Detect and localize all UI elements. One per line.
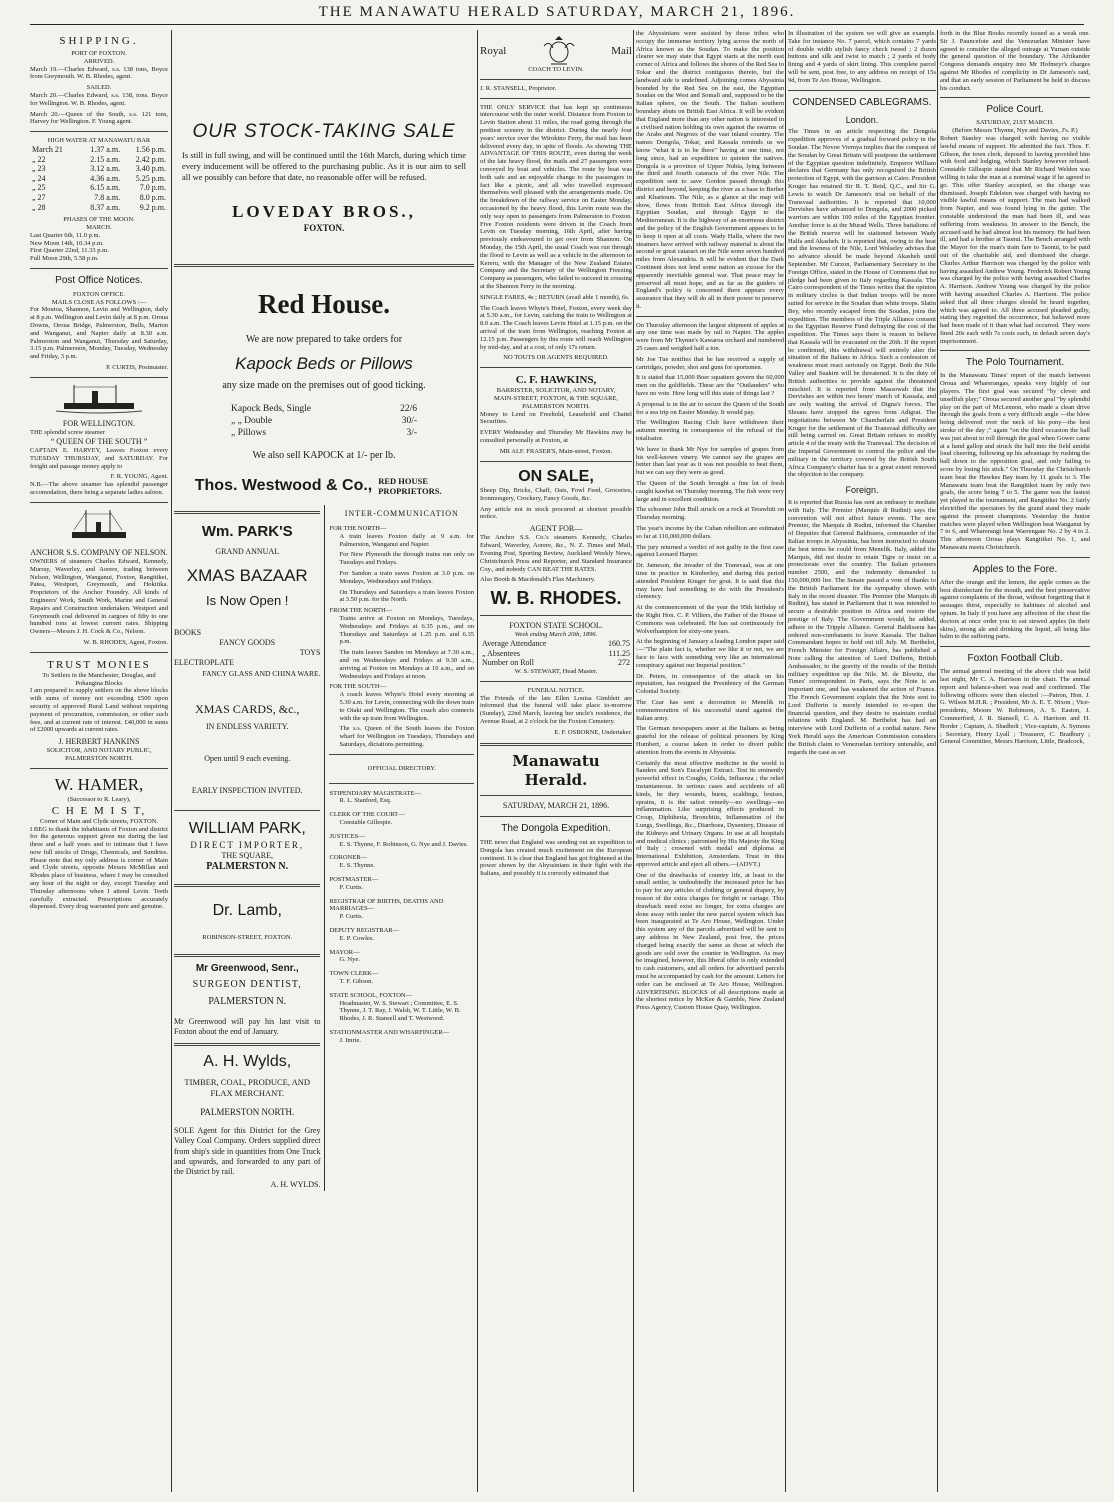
divider [940,646,1090,647]
column-6 [940,30,1090,1492]
divider [480,98,632,99]
park-open: Is Now Open ! [206,593,289,608]
high-water-row-cell: „ 24 [32,173,46,183]
hankins-place: PALMERSTON NORTH. [65,755,133,763]
hawkins-consult: EVERY Wednesday and Thursday Mr Hawkins may be consulted personally at Foxton, at [480,429,632,444]
moon-phase: Full Moon 29th, 5.58 p.m. [30,255,99,263]
hankins-role: SOLICITOR, AND NOTARY PUBLIC, [46,747,152,755]
moon-list [30,232,168,263]
divider [174,810,320,811]
hamer-name: W. HAMER, [54,775,144,795]
police-court-bench: (Before Messrs Thynne, Nye and Davies, J's. P.) [952,127,1078,135]
park-evening: Open until 9 each evening. [204,753,291,763]
steamer-note: N.B.—The above steamer has splendid passenger accomodation, there being a separate ladies saloon. [30,481,168,496]
divider [480,367,632,368]
high-water-row [30,174,168,184]
divider [940,350,1090,351]
news-note: At the commencement of the year the 95th birthday of the Right Hon. C. P. Villiers, the Father of the House of Commons was celebrated. He has sat continuously for Wolverhampton for sixty-one years. [636,604,784,635]
directory-office: DEPUTY REGISTRAR— [329,926,400,934]
divider [30,268,168,269]
high-water-title: HIGH WATER AT MANAWATU BAR [47,137,151,145]
north-schedule: For Sandon a train eaves Foxton at 3.0 p.m. on Mondays, Wednesdays and Fridays. [339,570,474,585]
price-row [229,415,419,427]
wylds-trade: TIMBER, COAL, PRODUCE, AND FLAX MERCHANT. [184,1076,311,1098]
divider [30,377,168,378]
high-water-row-cell: 1.37 a.m. [90,145,121,155]
william-park-place: PALMERSTON N. [206,861,289,873]
stock-taking-text: Is still in full swing, and will be continued until the 16th March, during which time every inducement will be offered to the purchasing public. As it is our aim to sell all we possibly can before that date, no reasonable offer will be refused. [182,150,466,183]
red-house-title: Red House. [257,289,390,320]
moon-title: PHASES OF THE MOON. [63,216,135,224]
herald-date: SATURDAY, MARCH 21, 1896. [502,801,610,811]
directory-holder: P. Curtis. [339,883,364,891]
loveday-place: FOXTON. [303,222,345,233]
cablegrams-continued: forth in the Blue Books recently issued as a weak one. Sir J. Pauncefote and the Venezuelan Minister have agreed to consider the alleged outrage at Yuruan outside the general question of the boundary. The Afrikander Congress demands enquiry into Mr Hofmeyr's charges against Mr Rhodes of complicity in Dr Jameson's raid, and that an early session of Parliament be held to discuss his conduct. [940,30,1090,92]
news-note: A proposal is in the air to secure the Queen of the South for a sea trip on Easter Monday. It would pay. [636,400,784,416]
directory-holder: E. S. Thynne. [339,862,375,870]
apples-text: After the orange and the lemon, the apple comes as the best disinfectant for the mouth, and the best preservative against complaints of the throat, without forgetting that it assuages thirst, especially to habitues of alcohol and opium. In Italy if you have any affection of the chest the doctors at once order you to eat stewed apples (in their skins), strong ale and drinking the liquid, all being like balm to the suffering parts. [940,578,1090,641]
high-water-row [30,145,168,155]
steamer-agent: F. R. YOUNG, Agent. [110,473,168,481]
divider [174,264,474,267]
dongola-title: The Dongola Expedition. [501,823,611,835]
high-water-row-cell: „ 27 [32,193,46,203]
coach-title: COACH TO LEVIN. [528,66,584,73]
police-court-date: SATURDAY, 21ST MARCH. [976,119,1054,127]
flax-machinery: Also Booth & Macdonald's Flax Machinery. [480,576,596,584]
arrived-entry: March 19.—Charles Edward, s.s. 138 tons, Boyce from Greymouth. W. B. Rhodes, agent. [30,65,168,81]
high-water-row-cell: 7.0 p.m. [139,183,166,193]
directory-office: TOWN CLERK— [329,970,379,978]
coach-fares: SINGLE FARES, 4s ; RETURN (avail able 1 month), 6s. [480,293,630,301]
divider [480,79,632,80]
school-row-cell: 272 [618,658,630,668]
directory-holder: Constable Gillespie. [339,818,393,826]
divider [940,97,1090,98]
westwood-signature [174,476,474,496]
news-note: Dr. Peters, in consequence of the attack on his reputation, has resigned the Presidency of the German Colonial Society. [636,672,784,696]
park-glass: FANCY GLASS AND CHINA WARE. [202,668,321,678]
price-row-cell: 30/- [401,416,417,427]
price-row-cell: 3/- [406,428,417,439]
divider [940,557,1090,558]
arrived-label: ARRIVED. [83,57,115,65]
divider [30,768,168,769]
divider [636,316,784,317]
westwood-sub: RED HOUSE PROPRIETORS. [378,476,442,496]
park-electroplate: ELECTROPLATE [174,658,234,668]
william-park-name: WILLIAM PARK, [188,820,306,838]
column-2 [174,30,474,1492]
sailed-entry: March 20.—Charles Edward, s.s. 138, tons. Boyce for Wellington. W. B. Rhodes, agent. [30,92,168,107]
agent-for-label: AGENT FOR— [529,524,583,534]
directory-office: REGISTRAR OF BIRTHS, DEATHS AND MARRIAGES— [329,897,444,913]
polo-title: The Polo Tournament. [965,357,1065,369]
steamer-icon [54,383,144,415]
official-directory [329,790,474,1045]
steamer-name: “ QUEEN OF THE SOUTH ” [50,436,148,446]
school-row-cell: „ Absentees [482,648,520,658]
directory-holder: P. Curtis. [339,913,364,921]
directory-office: POSTMASTER— [329,875,379,883]
westwood-name: Thos. Westwood & Co., [194,477,373,495]
apples-title: Apples to the Fore. [972,563,1058,575]
divider [480,681,632,682]
post-office-name: FOXTON OFFICE. [73,290,125,298]
anchor-company-title: ANCHOR S.S. COMPANY OF NELSON. [30,547,168,557]
high-water-row [30,193,168,203]
divider [480,795,632,796]
column-divider [171,30,172,1492]
news-note: At the beginning of January a leading London paper said :—"The plain fact is, whether we like it or not, we are face to face with something very like an international conspiracy against our Imperial position." [636,638,784,669]
dr-lamb-name: Dr. Lamb, [212,902,282,920]
shipping-title: SHIPPING. [59,35,139,47]
news-note: The Czar has sent a decoration to Menelik in commemoration of his successful stand against the Italian army. [636,698,784,722]
royal-label: Royal [480,44,507,57]
directory-holder: E. S. Thynne, F. Robinson, G. Nye and J. Davies. [339,840,468,848]
news-note: The schooner John Bull struck on a rock at Terawhiti on Thursday morning. [636,506,784,522]
foreign-heading: Foreign. [845,485,879,496]
school-row [480,649,632,659]
divider [174,1043,320,1046]
dr-lamb-address: ROBINSON-STREET, FOXTON. [202,933,293,941]
park-bazaar: XMAS BAZAAR [186,566,308,586]
for-south-label: FOR THE SOUTH— [329,683,387,691]
from-north-label: FROM THE NORTH— [329,607,393,615]
high-water-row-cell: 4.36 a.m. [90,173,121,183]
column-1 [30,30,168,1492]
high-water-row-cell: „ 25 [32,183,46,193]
park-toys: TOYS [299,648,321,658]
price-row-cell: „ „ Double [231,416,273,427]
divider [329,783,474,784]
park-grand: GRAND ANNUAL [215,547,280,557]
on-sale-items: Sheep Dip, Bricks, Chaff, Oats, Fowl Feed, Groceries, Ironmongery, Crockery, Fancy Goods, &c. [480,487,632,502]
column-divider [785,30,786,1492]
hankins-name: J. HERBERT HANKINS [58,737,140,747]
high-water-row-cell: 7.8 a.m. [94,193,121,203]
park-inspection: EARLY INSPECTION INVITED. [191,785,303,795]
kapock-per-lb: We also sell KAPOCK at 1/- per lb. [252,449,396,461]
high-water-row-cell: 1.56 p.m. [135,145,166,155]
hawkins-money: Money to Lend on Freehold, Leasehold and Chattel Securities. [480,410,632,426]
herald-nameplate: Manawatu Herald. [512,751,600,789]
wylds-name: A. H. Wylds, [203,1053,292,1071]
high-water-row-cell: March 21 [32,145,63,155]
directory-office: CLERK OF THE COURT— [329,811,405,819]
high-water-row [30,155,168,165]
post-office-title: Post Office Notices. [55,274,143,286]
school-row [480,658,632,668]
directory-holder: T. F. Gibson. [339,977,373,985]
funeral-text: The Friends of the late Ellen Louisa Gimblett are informed that the funeral will take place to-morrow (Sunday), 22nd March, leaving her uncle's residence, the Avenue Road, at 2 o'clock for the Foxton Cemetery. [480,694,632,726]
news-note: On Thursday afternoon the largest shipment of apples at any one time was made by rail to Napier. The apples were from Mr Thynne's Kawaroa orchard and numbered 25 cases and weighed half a ton. [636,321,784,353]
wylds-signature: A. H. WYLDS. [270,1180,321,1190]
trust-monies-title: TRUST MONIES [47,658,151,671]
news-note: The jury returned a verdict of not guilty in the first case against Leonard Harper. [636,543,784,559]
north-schedule: A train leaves Foxton daily at 9 a.m. for Palmerston, Wanganui and Napier. [339,532,474,548]
masthead-rule [30,24,1084,25]
sailed-label: SAILED. [86,84,112,92]
north-schedule: For New Plymouth the through trains run only on Tuesdays and Fridays. [339,551,474,567]
divider [480,615,632,616]
trust-monies-text: I am prepared to supply settlers on the above blocks with sums of money not exceeding £500 upon security of approved Rural Land without requiring payment of procuration, commission, or other such fees, and at current rate of interest. £40,000 in sums of £2000 upwards at current rates. [30,687,168,734]
anchor-agent: W. B. RHODES, Agent, Foxton. [83,639,168,646]
stansell-proprietor: J. R. STANSELL, Proprietor. [480,84,557,92]
kapock-title: Kapock Beds or Pillows [235,353,413,373]
column-3 [480,30,632,1492]
news-note: Mr Joe Tue notifies that he has received a supply of cartridges, powder, shot and guns for sportsmen. [636,355,784,371]
rhodes-name: W. B. RHODES. [490,588,622,609]
masthead: THE MANAWATU HERALD SATURDAY, MARCH 21, 1896. [318,4,796,20]
hamer-successor: (Successor to R. Leary), [67,795,131,803]
school-row-cell: 160.75 [608,639,630,649]
directory-holder: Headmaster, W. S. Stewart ; Committee, E. S. Thynne, J. T. Ray, J. Walsh, W. T. Little, W. B. Rhodes, J. R. Stansell and T. Westwood. [339,999,461,1023]
football-text: The annual general meeting of the above club was held last night, Mr C. A. Harrison in the chair. The annual report and balance-sheet was read and confirmed. The following officers were then elected :—Patron, Hon. J. G. Wilson M.H.R. ; President, Mr A. E. T. Nixon ; Vice-presidents, Messrs W. Robinson, A. S. Easton, J. Commerford, J. R. Stansell, C. A. Harrison and H. Border ; Captain, A. Shadbolt ; Vice-captain, A. Symons ; Secretary, Henry Lyall ; Treasurer, C. Bradbury ; General Committee, Messrs Harrison, Little, Bradcock, [940,668,1090,746]
for-wellington-title: FOR WELLINGTON. [62,418,136,428]
news-note: Certainly the most effective medicine in the world is Sanders and Son's Eucalypti Extract. Test its eminently powerful effect in Coughs, Colds, Influenza ; the relief instantaneous. In serious cases and accidents of all kinds, be they wounds, burns, scaldings, bruises, sprains, it is the safest remedy—no swellings—no inflammation. Like surprising effects produced in Croup, Diphtheria, Bronchitis, Inflammation of the Lungs, Swellings, &c., Diarrhoea, Dysentery, Disease of the Kidneys and Urinary Organs. In use at all hospitals and medical clinics ; patronised by His Majesty the King of Italy ; crowned with medal and diploma at International Exhibition, Amsterdam. Trust in this approved article and eject all others.—(ADVT.) [636,759,784,868]
high-water-row [30,183,168,193]
south-schedule: A coach leaves Whyte's Hotel every morning at 5.30 a.m. for Levin, connecting with the down train to Otaki and Wellington. The coach also connects with the up train from Wellington. [339,691,474,722]
directory-office: JUSTICES— [329,832,365,840]
directory-holder: R. L. Stanford, Esq. [339,797,392,805]
directory-holder: J. Imrie. [339,1036,361,1044]
north-schedule: On Thursdays and Saturdays a train leaves Foxton at 3.50 p.m. for the North. [339,588,474,604]
police-court-title: Police Court. [986,104,1044,116]
column-divider [937,30,938,1492]
london-news: The Times in an article respecting the Dongola expedition approves of a gradual forward policy in the Soudan. The Novoe Vremya implies that the conquest of the Soudan by Great Britain will postpone the settlement of the Egyptian question indefinitely. Emperor William declares that Germany has only recognised the British protection of Egypt, with the garrison at Cairo. President Kruger has retained Sir R. T. Reid, Q.C., and Sir G. Lewis to watch Dr Jameson's trial on behalf of the Transvaal authorities. It is reported that 10,000 Dervishes have advanced to Dongola, and 2000 picked warriors are within 100 miles of the Egyptian frontier. Another force is at the Murad Wells. Three battalions of the British reserve will be stationed between Wady Halfa and Akasheh. It is reported that, owing to the heat and the lowness of the Nile, Lord Wolseley advises that no advance should be made beyond Akasheh until September. Mr Curzon, Parliamentary Secretary to the Foreign Office, stated in the House of Commons that no pledge had been given to Italy regarding Kassala. The Cairo correspondent of the Times writes that the opinion in military circles is that Indian troops will be more suited for service in the Soudan than white troops. Slatin Bey, who recently escaped from the Soudan, joins the expedition. The members of the Triple Alliance consent to the Egyptian Reserve Fund defraying the cost of the expedition. The Times says there is reason to believe that Kassala will be evacuated on the 20th. If the report be confirmed, this withdrawal will entirely alter the situation of the Italians in Africa. Such a confession of weakness must react seriously on Egypt. Both the Nile Valley and Suakim will be threatened. It is the duty of British authorities to provide against the threatened mischief. It is reported from Massowah that the Dervishes are within two hours' march of Kassala, and are only waiting the arrival of Digna's forces. The Shoans have stopped the egress from Adigrat. The negotiations between Mr Chamberlain and President Kruger for the settlement of the Transvaal difficulty are still being carried on. Great Britain refuses to modify article 4 of the treaty with the Transvaal. The decision of the Imperial Government to control the police and the military in the territory covered by the British South Africa Company's charter has to a great extent removed the objection to the company. [788,128,936,479]
divider [30,652,168,653]
mail-label: Mail [611,44,632,57]
anchor-company-text: OWNERS of steamers Charles Edward, Kennedy, Murray, Waverley, and Aorere, trading between Nelson, Wellington, Wanganui, Foxton, Rangitikei, Patea, Westport, Greymouth, and Hokitika. Proprietors of the Anchor Foundry. All kinds of Engineers' Work, Smith Work, Marine and General Repairs and Construction undertaken. Westport and Greymouth coal delivered in cargoes of fifty to one hundred tons at lowest current rates. Shipping Owners—Messrs J. H. Cock & Co., Nelson. [30,558,168,636]
kapock-price-table [229,403,419,439]
agent-for-text: The Anchor S.S. Co.'s steamers Kennedy, Charles Edward, Waverley, Aorere, &c., N. Z. Times and Mail, Evening Post, Sporting Review, Auckland Weekly News, Christchurch Press and Reporter, and Standard Insurance Coy., and nobody CAN BEAT THE RATES. [480,534,632,573]
royal-crest-icon [539,36,579,66]
funeral-undertaker: E. F. OSBORNE, Undertaker. [554,728,632,736]
hawkins-role: BARRISTER, SOLICITOR, AND NOTARY, [496,387,616,395]
directory-office: STATIONMASTER AND WHARFINGER— [329,1028,450,1036]
on-sale-note: Any article not in stock procured at shortest possible notice. [480,505,632,521]
directory-holder: E. P. Cowles. [339,934,374,942]
directory-office: MAYOR— [329,948,360,956]
news-note: The year's income by the Cuban rebellion are estimated so far at 110,000,000 dollars. [636,525,784,540]
column-divider [633,30,634,1492]
high-water-row-cell: 8.0 p.m. [139,193,166,203]
parcel-example: In illustration of the system we will give an example. Take for instance No. 7 parcel, which contains 7 yards of double width stylish fancy check tweed ; 2 dozen buttons and silk and twist to match ; 2 yards of body lining and 4 yards of skirt lining. This complete parcel will be sent, post free, to any address on receipt of 15s 9d, from Te Aro House, Wellington. [788,30,936,84]
high-water-row-cell: 5.25 p.m. [135,173,166,183]
park-fancy: FANCY GOODS [219,637,276,647]
high-water-row-cell: „ 22 [32,154,46,164]
dongola-text: THE news that England was sending out an expedition to Dongola has created much excitement on the European continent. It is clear that England has got frightened at the power shown by the Abyssinians in their fight with the Italians, and possibly it is correctly estimated that [480,839,632,878]
london-heading: London. [845,114,879,125]
divider [480,461,632,462]
news-note: The Wellington Racing Club have withdrawn their autumn meeting in consequence of the refusal of the totalisator. [636,419,784,443]
park-cards: XMAS CARDS, &c., [195,702,300,717]
football-title: Foxton Football Club. [967,653,1063,665]
high-water-row-cell: 3.40 p.m. [135,164,166,174]
high-water-row-cell: 2.42 p.m. [135,154,166,164]
school-table [480,639,632,668]
postmaster-signature: P. CURTIS, Postmaster. [106,363,168,371]
news-note: We have to thank Mr Nye for samples of grapes from his well-known vinery. We cannot say the grapes are better than last year as it was not possible to beat them, but we can say they were as good. [636,445,784,477]
school-title: FOXTON STATE SCHOOL. [509,621,603,631]
port-name: PORT OF FOXTON. [71,50,127,58]
divider [30,502,168,503]
divider [174,511,320,514]
red-house-intro: We are now prepared to take orders for [245,333,403,345]
fraser-address: MR ALF. FRASER'S, Main-street, Foxton. [499,447,613,455]
hawkins-name: C. F. HAWKINS, [515,374,597,387]
price-row [229,427,419,439]
directory-office: STATE SCHOOL, FOXTON— [329,991,413,999]
divider [30,131,168,132]
directory-holder: G. Nye. [339,956,360,964]
directory-office: STIPENDIARY MAGISTRATE— [329,789,421,797]
wylds-place: PALMERSTON NORTH. [200,1106,295,1117]
red-house-any-size: any size made on the premises out of good ticking. [222,380,426,392]
park-variety: IN ENDLESS VARIETY. [206,721,289,731]
greenwood-name: Mr Greenwood, Senr., [195,962,299,974]
divider [329,754,474,755]
polo-text: In the Manawatu Times' report of the match between Oroua and Wharerangas, speaks very highly of our players. The first goal was secured "by clever and unselfish play;" Oroua secured another goal "by splendid play on the part of McLennon, who made a clean drive through the goals from a very difficult angle —the blow being delivered over the neck of his pony—the best stroke of the day ;" again "on the third occasion the ball was just about to roll through the goal when Gower came at a hand gallop and struck the ball into the field amidst loud cheering, following up his advantage by rushing the ball down to the opposition goal, and only failing to score by losing his stick." On Thursday the Christchurch team beat the Hawkes Bay team by 11 goals to 3. The Manawatu team beat the Rangitikei team by only two goals, the score being 7 to 5. The game was the fastest yet played in the tournament, and Rangitikei No. 2 fairly electrified the spectators by the grand stand they made against the present champions. Yesterday the Junior matches were played when Wellington beat Wanganui by 7 to 6, and Wharerangi beat Warrengate No. 2 by 4 to 2. This afternoon Oroua plays Rangitikei No. 1, and Manawatu meets Christchurch. [940,372,1090,552]
school-week: Week ending March 20th, 1896. [514,631,598,639]
william-park-role: DIRECT IMPORTER, [190,839,305,850]
price-row [229,403,419,415]
no-touts: NO TOUTS OR AGENTS REQUIRED. [503,354,609,362]
greenwood-role: SURGEON DENTIST, [192,979,302,991]
from-north-schedule: The train leaves Sandon on Mondays at 7.30 a.m., and on Wednesdays and Fridays at 9.30 a.m., arriving at Foxton on Mondays at 10 a.m., and on Wednesdays and Fridays at noon. [339,649,474,680]
moon-phase: Last Quarter 6th, 11.0 p.m. [30,231,101,239]
column-4 [636,30,784,1492]
moon-phase: First Quarter 22nd, 11.33 p.m. [30,247,109,255]
divider [788,90,936,91]
news-note: Dr. Jameson, the invader of the Transvaal, was at one time in practice in Kimberley, and during this period attended President Kruger for gout. It is said that this may have had something to do with the President's clemency. [636,562,784,601]
directory-office: CORONER— [329,854,368,862]
school-row-cell: Number on Roll [482,658,534,668]
for-north-label: FOR THE NORTH— [329,525,387,533]
price-row-cell: Kapock Beds, Single [231,404,311,415]
hamer-address: Corner of Main and Clyde streets, FOXTON. [40,817,158,825]
steamer-schedule: CAPTAIN E. HARVEY, Leaves Foxton every TUESDAY THURSDAY, and SATURDAY. For freight and passage money apply to [30,447,168,470]
william-park-square: THE SQUARE, [221,851,274,861]
price-row-cell: 22/6 [400,404,417,415]
steamer-intro: THE splendid screw steamer [30,428,105,436]
divider [174,954,320,957]
news-note: The Queen of the South brought a fine lot of fresh caught kawhai on Thursday morning. The fish were very large and in excellent condition. [636,480,784,503]
inter-communication-title: INTER-COMMUNICATION [344,508,459,518]
moon-phase: New Moon 14th, 10.34 p.m. [30,239,104,247]
south-schedule: The s.s. Queen of the South leaves the Foxton wharf for Wellington on Tuesdays, Thursdays and Saturdays, dictations permitting. [339,725,474,748]
news-note: One of the drawbacks of country life, at least to the small settler, is undoubtedly the increased price he has to pay for any articles of clothing or general drapery, by reason of the extra charges for freight or cartage. This drawback need exist no longer, for extra charges are done away with under the new parcel system which has been inaugurated at Te Aro House, Wellington. Under this system any of the parcels advertised will be sent to any address in New Zealand, post free, the prices charged being exactly the same as those at which the goods are sold over the counter in Wellington. As may be imagined, however, this liberal offer is only extended to cash customers, and all orders for advertised parcels must be accompanied by cash for the amount. Letters for order can be enclosed at Te Aro House, Wellington. ADVERTISING BLOCKS of all descriptions made at the shortest notice by McKee & Gamble, New Zealand Press Agency, Custom House Quay, Wellington. [636,871,784,1012]
park-name: Wm. PARK'S [201,522,293,540]
stock-taking-title: OUR STOCK-TAKING SALE [192,121,456,142]
anchor-ship-icon [64,508,134,544]
dongola-continued: the Abyssinians were assisted by those tribes who occupy the immense territory lying across the north of Africa known as the Soudan. To make the position clearer we may state that Egypt starts at the north east corner of Africa and follows the shores of the Red Sea to Tokar and the district contiguous thereto, but the landward side is undefined. Adjoining comes Abyssinia bounded by the Red Sea on the east, the Egyptian Soudan on the West and Somali and, supposed to be the Italian sphere, on the South. The Italian southern boundary abuts on British East Africa. It will be evident that England more than any other nation is interested in a civilised nation holding its own against the swarms of the Arabs and Negroes of the vast inland country. The names Dongola, Tokar, and Kassala reminds us we know "what it is to be there" having at one time, not long since, had an expedition to quieten the natives. Dongola is a province of Upper Nubia, lying between the third and fourth cataracts of the river Nile. The expedition sent to save Gordon passed through this district and beyond, keeping the river as a base to Berber and Khartoum. The Nile, as a glance at the map will show, flows from British East Africa through the Egyptian Soudan, and through Egypt to the Mediterranean. It is the highway of an enormous district and the policy of the English Government appears to be to keep it open at all costs. Wady Halfa, where the two steamers have arrived with railway material is about the second or great cataract on the Nile some seven hundred miles from Alexandria. It will be evident that the Dark Continent does not lend some nation an excuse for the apparently inevitable general war. That peace may be preserved all must hope, and as far as the guiders of England's policy is concerned there appears every assurance that they will do all in their power to preserve it. [636,30,784,310]
coach-schedule: The Coach leaves Whyte's Hotel, Foxton, every week day at 5.30 a.m., for Levin, catching the train to Wellington at 8.0 a.m. The Coach leaves Levin Hotel at 1.15 p.m. on the arrival of the train from Wellington, reaching Foxton at 12.15 p.m. Passengers by this route will reach Wellington by mid-day, and at a cost, of only 17s return. [480,304,632,351]
divider [174,884,320,887]
high-water-row-cell: 8.37 a.m. [90,202,121,212]
park-books: BOOKS [174,627,202,637]
price-row-cell: „ Pillows [231,428,267,439]
school-row [480,639,632,649]
loveday-name: LOVEDAY BROS., [232,201,416,221]
wylds-text: SOLE Agent for this District for the Grey Valley Coal Company. Orders supplied direct from ship's side in quantities from One Truck and upwards, and forwarded to any part of the District by rail. [174,1126,321,1177]
funeral-title: FUNERAL NOTICE. [527,686,585,694]
divider [480,743,632,746]
high-water-table [30,145,168,212]
mails-close: MAILS CLOSE AS FOLLOWS :— [51,298,147,306]
high-water-row [30,203,168,213]
from-north-schedule: Trains arrive at Foxton on Mondays, Tuesdays, Wednesdays and Fridays at 6.35 p.m., and on Thursdays and Saturdays at 1.25 p.m. and 6.35 p.m. [339,615,474,646]
high-water-row-cell: 6.15 a.m. [90,183,121,193]
hamer-text: I BEG to thank the inhabitants of Foxton and district for the generous support given me during the last three and a half years and to intimate that I have now full stocks of Drugs, Chemicals, and Sundries. Please note that my only address is corner of Main and Clyde streets, opposite Messrs McMillan and Rhodes place of business, where I may be consulted any hour of the night or day, except Tuesday and Thursday afternoons when I attend Levin. Teeth carefully extracted. Prescriptions accurately dispensed. Every drug warranted pure and genuine. [30,825,168,911]
school-row-cell: 111.25 [608,648,630,658]
divider [480,816,632,817]
cablegrams-title: CONDENSED CABLEGRAMS. [792,96,932,108]
school-row-cell: Average Attendance [482,639,547,649]
high-water-row-cell: „ 28 [32,202,46,212]
police-court-text: Robert Stanley was charged with having no visible lawful means of support. He admitted the fact. Thos. F. Gibson, the town clerk, deposed to having provided him with food and lodging, which Stanley however refused. Constable Gillespie stated that Mr Richard Welden was willing to take the man at a nominal wage if he agreed to go. This offer Stanley accepted, so the charge was dismissed. Joseph Edelsten was charged with having no visible lawful means of support. The man had walked from Napier, and was found lying in the gutter. The constable understood the man had been ill, and was suffering from weakness. In answer to the Bench, the accused said he had almost lost his memory. He had been ill, and had a brother at Taonui. The Bench arranged with the Mayor for the man's train fare to Taonui, to be paid out of the charitable aid, and dismissed the charge. Charles Arthur Harrison was charged by the police with having assaulted Andrew Young. Frederick Robert Young was charged by the police with having assaulted Charles A. Harrison. Andrew Young was charged by the police with having assaulted Charles A. Harrison. The police asked that all three charges should be heard together, which was agreed to. All three accused pleaded guilty, stating they regretted the occurrence, but believed more had been made of it than what had occurred. They were fined 20s each with 7s costs each, in default seven day's imprisonment. [940,134,1090,345]
high-water-row-cell: „ 23 [32,164,46,174]
sailed-entry: March 20.—Queen of the South, s.s. 121 tons, Harvey for Wellington. F. Young agent. [30,110,168,126]
greenwood-text: Mr Greenwood will pay his last visit to Foxton about the end of January. [174,1016,321,1037]
hamer-role: C H E M I S T, [51,804,147,817]
official-directory-title: OFFICIAL DIRECTORY. [367,764,436,772]
high-water-row-cell: 9.2 p.m. [139,202,166,212]
trust-monies-subtitle: To Settlers in the Manchester, Douglas, and Pohangina Blocks [42,671,156,687]
coach-text: THE ONLY SERVICE that has kept up continuous intercourse with the outer world. Distance from Foxton to Levin Station about 11 miles, the road going through the prettiest scenery in the district. During the nearly four years' service over the Wirokino Ferry, the mail has been delivered every day, in spite of floods. As showing THE ADVANTAGE OF THIS ROUTE, even during the week of the late heavy flood, the mails and 27 passengers were conveyed by boat and vehicles. The route by boat was both safe and an enjoyable change to the passengers in fact like a picnic, and all who travelled expressed themselves well pleased with the arrangements made. On the breakdown of the railway service on Easter Monday, occasioned by the heavy flood, this Levin route was the only way open to passengers from Palmerston to Foxton. Five Foxton residents were driven in the Coach from Levin on Tuesday morning, 16th April, after having previously endeavoured to get over from Shannon. On Monday, the 15th April, the usual Coach was run through the flood to Levin as well as a vehicle in the afternoon to Kereru, with the Manager of the New Zealand Estates Company and the Secretary of the Wellington Freezing Company as passengers, who failed to succeed in crossing at the Shannon Ferry in the morning. [480,103,632,290]
high-water-row-cell: 3.12 a.m. [90,164,121,174]
hawkins-address: MAIN-STREET, FOXTON, & THE SQUARE, PALMERSTON NORTH. [493,394,619,410]
news-note: The German newspapers sneer at the Italians as being grateful for the release of political prisoners by King Humbert, a course taken in order to divert public attention from the events in Abyssinia. [636,725,784,756]
post-office-text: For Moutoa, Shannon, Levin and Wellington, daily at 8 p.m. Wellington and Levin daily at 8 p.m. Oroua Downs, Oroua Bridge, Palmerston, Bulls, Marton and Wanganui, and Napier daily at 8.30 a.m. Palmerston and Wanganui, Thursday and Saturday, 3.15 p.m. Palmerston, Monday, Tuesday, Wednesday and Friday, 3 p.m. [30,306,168,361]
high-water-row [30,164,168,174]
on-sale-title: ON SALE, [518,467,594,485]
column-5 [788,30,936,1492]
school-headmaster: W. S. STEWART, Head Master. [514,668,598,676]
news-note: It is stated that 15,000 Boer squatters govern the 60,000 men on the goldfields. These are the "Outlanders" who have no vote. How long will this state of things last ? [636,374,784,398]
foreign-news: It is reported that Russia has sent an embassy to mediate with Italy. The Premier (Marquis di Rudini) says the convention will not affect future events. The new Premier, the Marquis di Rudini, informed the Chamber of Deputies that General Baldissera, commander of the Italian troops in Abyssinia, has been instructed to obtain the best terms he could from Menelik. Italy, added the Marquis, did not desire to retain Tigre or insist on a protectorate over the country. The Italian prisoners number 2500, and the indemnity demanded is 150,000,000 lire. The Senate passed a vote of thanks to the British Parliament for the sympathy shown with Italy in the recent disaster. The Premier (the Marquis di Rudini), has stated in Parliament that it was intended to secure a desirable position in Africa and restore the prestige of Italy. The Government would, he added, adhere to the Tripple Alliance. General Baldissera has ordered non-combatants to leave Kassala. The Italian Commandant hopes to hold out till July. M. Berthelot, French Minister for Foreign Affairs, has published a Note calling the attention of Lord Dufferin, British Ambassador, to the gravity of the results of the British military expedition up the Nile. M. de Blowitz, the Times' correspondent in Paris, says the Note is an important one, and has weakened the action of France. The French Government explain that the Note sent to Lord Dufferin is merely intended to re-open the financial question, and they desire to maintain cordial relations with England. M. Berthelot has had an interview with Lord Dufferin of a cordial nature. New York Herald says the American Commission considers the British claim to Venezuelan territory untenable, and regards the case as set [788,499,936,756]
moon-month: MARCH. [86,224,112,231]
greenwood-place: PALMERSTON N. [208,996,287,1008]
high-water-row-cell: 2.15 a.m. [90,154,121,164]
column-divider [477,30,478,1492]
